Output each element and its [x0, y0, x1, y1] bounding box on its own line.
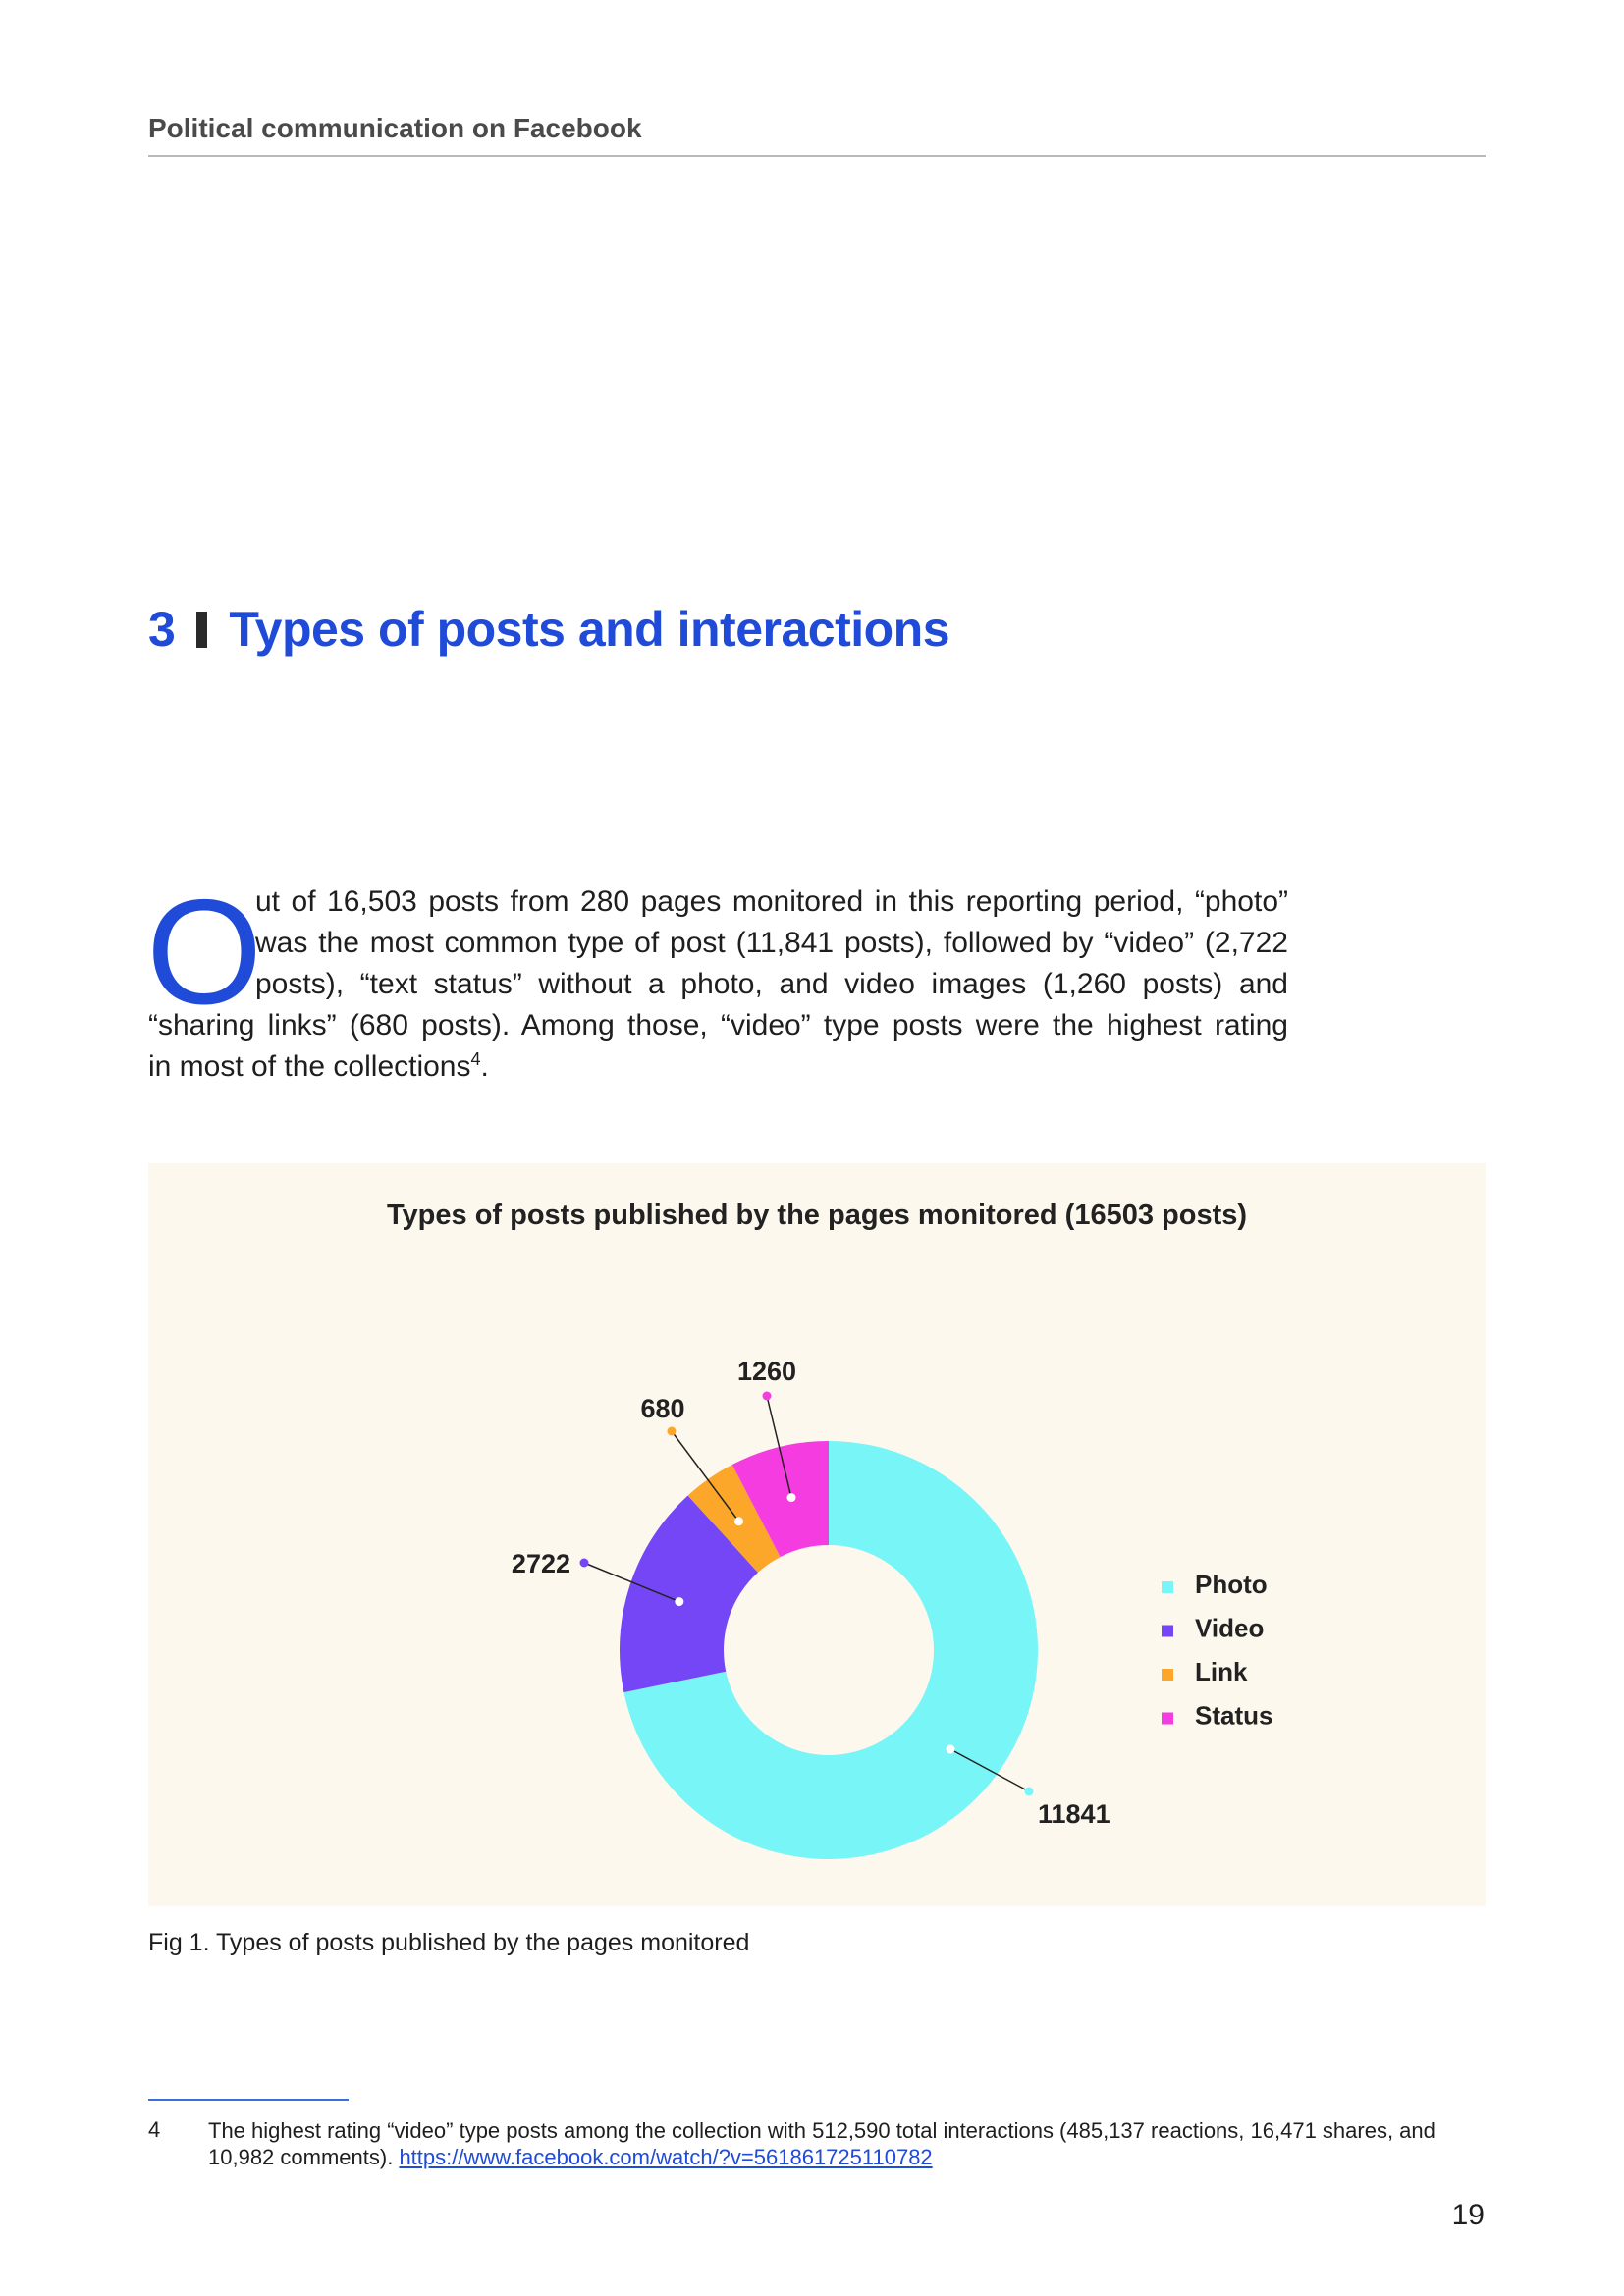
data-label-status: 1260	[736, 1357, 797, 1386]
chart-panel	[148, 1163, 1486, 1906]
legend-label-status: Status	[1195, 1700, 1273, 1731]
legend-swatch-video	[1162, 1626, 1173, 1637]
legend-label-photo: Photo	[1195, 1570, 1268, 1599]
data-label-video: 2722	[511, 1549, 570, 1578]
leader-anchor-dot-video	[675, 1597, 683, 1606]
running-header: Political communication on Facebook	[148, 113, 642, 143]
intro-line-5-text: in most of the collections	[148, 1050, 471, 1083]
footnote-text	[208, 2117, 1485, 2170]
footnote-number: 4	[148, 2117, 161, 2142]
legend-label-video: Video	[1195, 1613, 1265, 1643]
section-title: Types of posts and interactions	[229, 602, 950, 657]
footnote-link[interactable]: https://www.facebook.com/watch/?v=561861725110782	[399, 2145, 933, 2169]
footnote-body: The highest rating “video” type posts among the collection with 512,590 total interactions (485,137 reactions, 16,471 shares, and 10,982 comments).	[208, 2118, 1435, 2169]
chart-title: Types of posts published by the pages monitored (16503 posts)	[386, 1200, 1248, 1231]
leader-anchor-dot-link	[734, 1517, 743, 1525]
header-rule	[148, 155, 1486, 157]
data-label-link: 680	[640, 1394, 685, 1423]
legend-swatch-photo	[1162, 1581, 1173, 1593]
leader-end-dot-status	[763, 1392, 772, 1401]
legend-swatch-link	[1162, 1669, 1173, 1681]
figure-caption: Fig 1. Types of posts published by the pages monitored	[148, 1929, 750, 1956]
intro-line-5	[148, 1046, 489, 1088]
leader-anchor-dot-status	[786, 1493, 795, 1502]
section-heading	[148, 601, 949, 658]
donut-chart	[148, 1163, 1486, 1906]
footnote-rule	[148, 2099, 349, 2101]
data-label-photo: 11841	[1038, 1799, 1110, 1829]
intro-line-2: was the most common type of post (11,841 posts), followed by “video” (2,722	[255, 927, 1288, 959]
intro-line-5-end: .	[480, 1050, 489, 1083]
drop-cap: O	[146, 869, 263, 1036]
intro-line-4: “sharing links” (680 posts). Among those, “video” type posts were the highest rating	[148, 1009, 1288, 1041]
section-number: 3	[148, 602, 176, 657]
leader-end-dot-link	[668, 1427, 677, 1436]
footnote-reference[interactable]: 4	[470, 1049, 481, 1069]
leader-end-dot-photo	[1025, 1788, 1034, 1796]
intro-line-1: ut of 16,503 posts from 280 pages monitored in this reporting period, “photo”	[255, 885, 1288, 918]
legend-label-link: Link	[1195, 1657, 1248, 1686]
section-divider-bar	[196, 612, 207, 648]
page-number: 19	[1451, 2199, 1485, 2231]
leader-end-dot-video	[580, 1559, 589, 1568]
leader-anchor-dot-photo	[947, 1745, 955, 1754]
intro-line-3: posts), “text status” without a photo, and video images (1,260 posts) and	[255, 968, 1288, 1000]
legend-swatch-status	[1162, 1713, 1173, 1725]
